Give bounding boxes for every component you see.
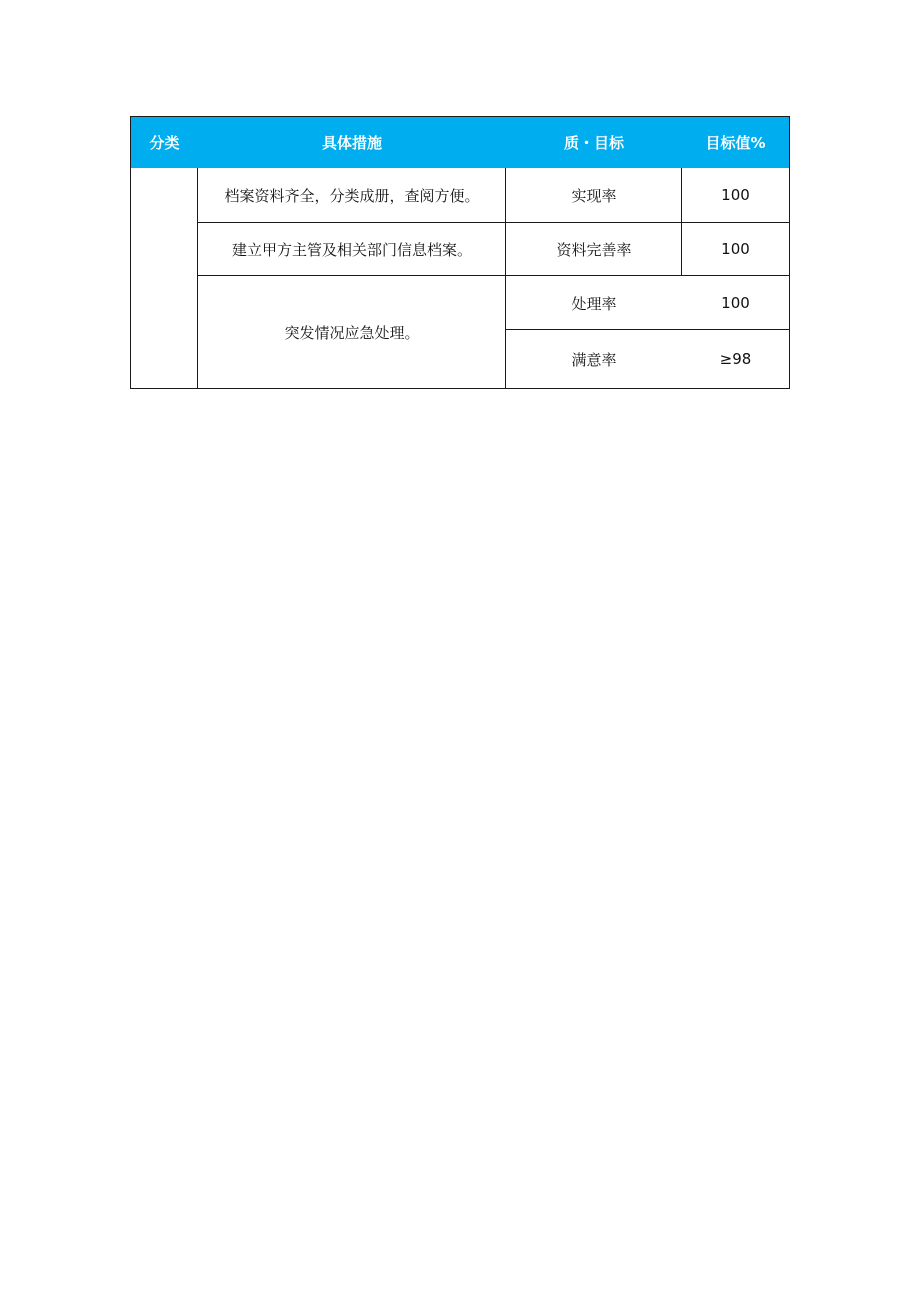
quality-target-table [130,116,790,389]
category-cell [131,168,198,388]
divider [505,329,789,330]
target-value-cell: ≥98 [719,350,752,368]
header-category: 分类 [131,117,198,168]
target-name-cell: 资料完善率 [556,240,632,259]
target-name-cell: 满意率 [571,350,617,369]
measure-cell: 档案资料齐全，分类成册，查阅方便。 [224,186,480,205]
divider [197,275,789,276]
header-target-value: 目标值% [682,117,789,168]
target-value-cell: 100 [721,186,750,204]
target-name-cell: 处理率 [571,294,617,313]
target-name-cell: 实现率 [571,186,617,205]
header-quality-target: 质・目标 [506,117,682,168]
header-measures: 具体措施 [198,117,506,168]
target-value-cell: 100 [721,240,750,258]
measure-cell: 建立甲方主管及相关部门信息档案。 [231,240,472,259]
target-value-cell: 100 [721,294,750,312]
divider [505,168,506,388]
measure-cell: 突发情况应急处理。 [284,323,420,342]
divider [197,168,198,388]
divider [197,222,789,223]
